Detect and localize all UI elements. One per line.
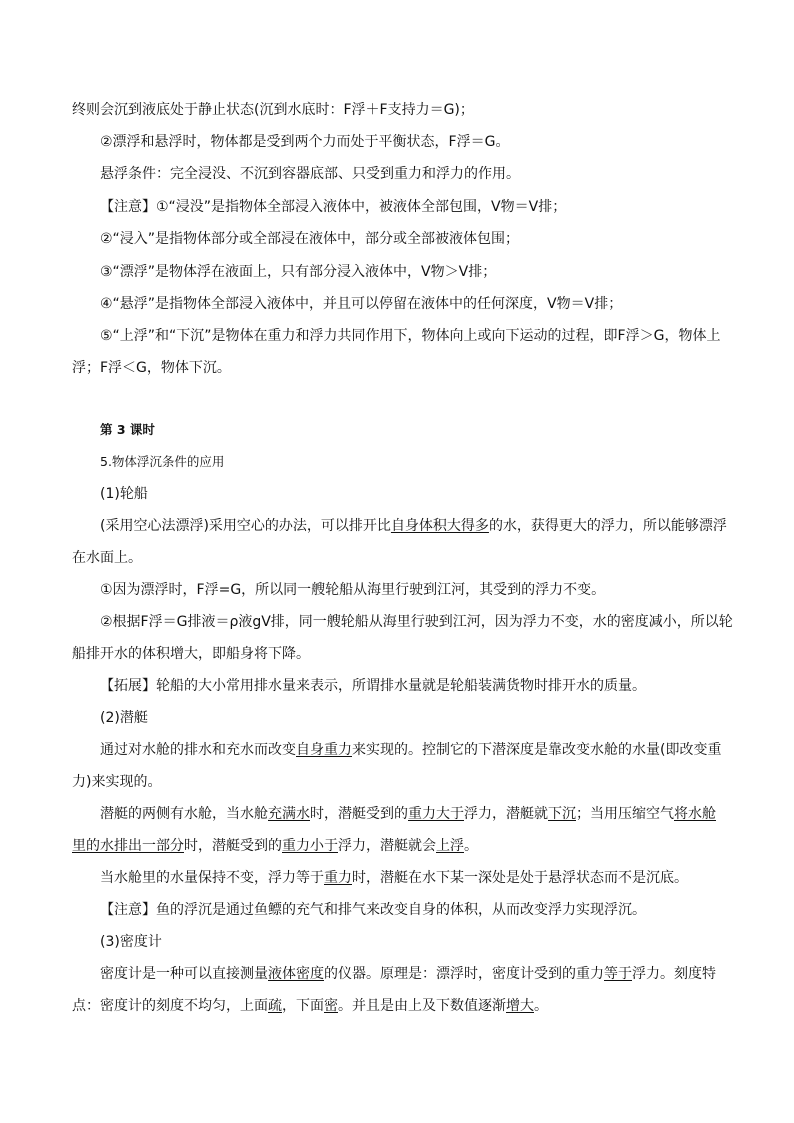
text-line: ④“悬浮”是指物体全部浸入液体中，并且可以停留在液体中的任何深度，V物＝V排； bbox=[100, 296, 623, 312]
text-line: 终则会沉到液底处于静止状态(沉到水底时：F浮＋F支持力＝G)； bbox=[72, 102, 474, 118]
text-line bbox=[100, 516, 760, 536]
text-span: 点：密度计的刻度不均匀，上面 bbox=[72, 998, 268, 1014]
underlined-text: 将水舱 bbox=[674, 806, 716, 822]
text-span: 来实现的。控制它的下潜深度是靠改变水舱的水量(即改变重 bbox=[352, 742, 722, 758]
text-span: 潜艇的两侧有水舱，当水舱 bbox=[100, 806, 268, 822]
underlined-text: 自身体积大得多 bbox=[390, 518, 489, 534]
note-tag: 【注意】 bbox=[100, 902, 156, 918]
underlined-text: 密 bbox=[324, 998, 338, 1014]
underlined-text: 下沉 bbox=[548, 806, 576, 822]
note-text: 轮船的大小常用排水量来表示，所谓排水量就是轮船装满货物时排开水的质量。 bbox=[156, 678, 646, 694]
text-line: 浮；F浮＜G，物体下沉。 bbox=[72, 360, 231, 376]
underlined-text: 自身重力 bbox=[296, 742, 352, 758]
underlined-text: 液体密度 bbox=[268, 966, 324, 982]
note-tag: 【注意】 bbox=[100, 199, 156, 215]
note-tag: 【拓展】 bbox=[100, 678, 156, 694]
text-span: 。 bbox=[534, 998, 548, 1014]
text-line bbox=[100, 676, 760, 696]
underlined-text: 充满水 bbox=[268, 806, 310, 822]
text-line bbox=[100, 868, 760, 888]
underlined-text: 疏 bbox=[268, 998, 282, 1014]
heading-submarine: (2)潜艇 bbox=[100, 710, 148, 726]
underlined-text: 里的水排出一部分 bbox=[72, 838, 184, 854]
text-line: ⑤“上浮”和“下沉”是物体在重力和浮力共同作用下，物体向上或向下运动的过程，即F浮＞G，物体上 bbox=[100, 328, 721, 344]
text-span: 密度计是一种可以直接测量 bbox=[100, 966, 268, 982]
text-span: 时，潜艇受到的 bbox=[184, 838, 282, 854]
text-line: 悬浮条件：完全浸没、不沉到容器底部、只受到重力和浮力的作用。 bbox=[100, 166, 520, 182]
text-span: 的仪器。原理是：漂浮时，密度计受到的重力 bbox=[324, 966, 604, 982]
section-title: 第 3 课时 bbox=[100, 422, 155, 437]
note-text: ①“浸没”是指物体全部浸入液体中，被液体全部包围，V物＝V排； bbox=[156, 199, 567, 215]
text-line: 船排开水的体积增大，即船身将下降。 bbox=[72, 646, 310, 662]
text-span: 浮力，潜艇就 bbox=[464, 806, 548, 822]
text-span: 浮力，潜艇就会 bbox=[338, 838, 436, 854]
text-line: 力)来实现的。 bbox=[72, 774, 162, 790]
underlined-text: 增大 bbox=[506, 998, 534, 1014]
underlined-text: 重力 bbox=[324, 870, 352, 886]
text-span: ；当用压缩空气 bbox=[576, 806, 674, 822]
text-span: 时，潜艇在水下某一深处是处于悬浮状态而不是沉底。 bbox=[352, 870, 688, 886]
note-text: 鱼的浮沉是通过鱼鳔的充气和排气来改变自身的体积，从而改变浮力实现浮沉。 bbox=[156, 902, 646, 918]
text-span: 时，潜艇受到的 bbox=[310, 806, 408, 822]
text-line bbox=[72, 996, 732, 1016]
heading-hydrometer: (3)密度计 bbox=[100, 934, 162, 950]
text-line: ①因为漂浮时，F浮=G，所以同一艘轮船从海里行驶到江河，其受到的浮力不变。 bbox=[100, 582, 606, 598]
text-span: 通过对水舱的排水和充水而改变 bbox=[100, 742, 296, 758]
text-span: ，下面 bbox=[282, 998, 324, 1014]
text-span: (采用空心法漂浮)采用空心的办法，可以排开比 bbox=[100, 518, 391, 534]
underlined-text: 重力大于 bbox=[408, 806, 464, 822]
subsection-title: 5.物体浮沉条件的应用 bbox=[100, 454, 225, 469]
underlined-text: 上浮 bbox=[436, 838, 464, 854]
text-line: ②“浸入”是指物体部分或全部浸在液体中，部分或全部被液体包围； bbox=[100, 231, 520, 247]
text-span: 浮力。刻度特 bbox=[632, 966, 716, 982]
text-line: ②根据F浮＝G排液＝ρ液gV排，同一艘轮船从海里行驶到江河，因为浮力不变，水的密度减小，所以轮 bbox=[100, 614, 733, 630]
text-line: 在水面上。 bbox=[72, 550, 142, 566]
text-line bbox=[72, 836, 732, 856]
text-span: 的水，获得更大的浮力，所以能够漂浮 bbox=[488, 518, 727, 534]
text-span: 当水舱里的水量保持不变，浮力等于 bbox=[100, 870, 324, 886]
underlined-text: 等于 bbox=[604, 966, 632, 982]
text-line: ②漂浮和悬浮时，物体都是受到两个力而处于平衡状态，F浮＝G。 bbox=[100, 134, 510, 150]
text-line: ③“漂浮”是物体浮在液面上，只有部分浸入液体中，V物＞V排； bbox=[100, 264, 497, 280]
text-line bbox=[100, 900, 760, 920]
text-line bbox=[100, 964, 760, 984]
text-span: 。并且是由上及下数值逐渐 bbox=[338, 998, 506, 1014]
text-line bbox=[100, 804, 760, 824]
text-line bbox=[100, 740, 760, 760]
heading-ship: (1)轮船 bbox=[100, 486, 148, 502]
text-line bbox=[100, 197, 760, 217]
underlined-text: 重力小于 bbox=[282, 838, 338, 854]
text-span: 。 bbox=[464, 838, 478, 854]
